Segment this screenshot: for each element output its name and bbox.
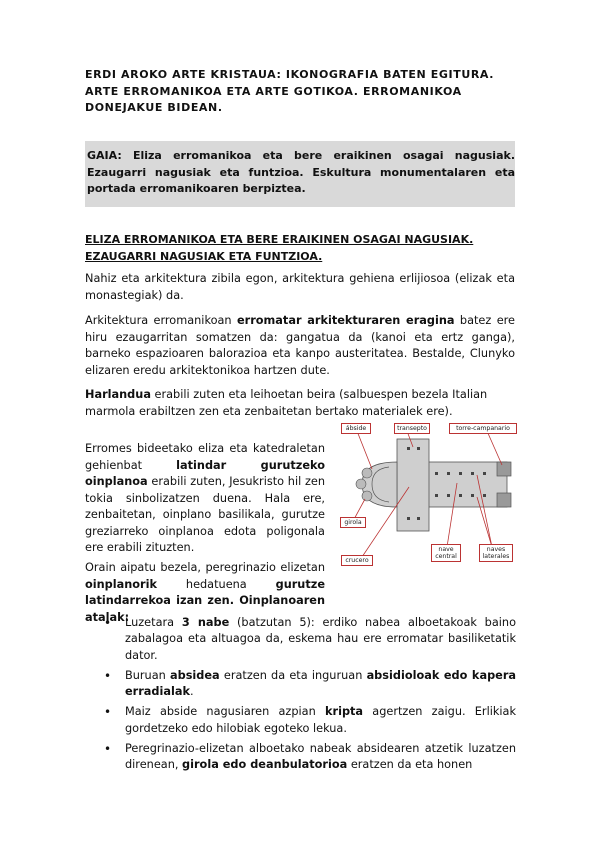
list-item: • Buruan absidea eratzen da eta inguruan absidioloak edo kapera erradialak.: [108, 668, 516, 701]
paragraph-4: Erromes bideetako eliza eta katedraletan gehienbat latindar gurutzeko oinplanoa erabili zuten, Jesukristo hil zen tokia sinbolizatzen duena. Hala ere, zenbaitetan, oinplano basilikala, gurutze greziarreko oinplanoa edota poligonala ere erabili zituzten.: [85, 442, 325, 554]
label-nave-central: nave central: [431, 544, 461, 562]
label-naves-laterales: naves laterales: [479, 544, 513, 562]
label-abside: ábside: [341, 423, 371, 434]
label-transepto: transepto: [394, 423, 430, 434]
church-floor-plan-diagram: [337, 417, 519, 572]
paragraph-5a: Orain aipatu bezela, peregrinazio elizetan oinplanorik hedatuena gurutze latindarrekoa izan zen. Oinplanoaren atalak:: [85, 561, 325, 624]
list-item: • Peregrinazio-elizetan alboetako nabeak absidearen atzetik luzatzen direnean, girola edo deanbulatorioa eratzen da eta honen: [108, 741, 516, 774]
list-item: • Luzetara 3 nabe (batzutan 5): erdiko nabea alboetakoak baino zabalagoa eta altuagoa da, eskema hau ere erromatar basiliketatik dator.: [108, 615, 516, 664]
plan-parts-list: [108, 615, 516, 778]
list-item: • Maiz abside nagusiaren azpian kripta agertzen zaigu. Erlikiak gordetzeko edo hilobiak egoteko lekua.: [108, 704, 516, 737]
label-crucero: crucero: [341, 555, 373, 566]
label-torre-campanario: torre-campanario: [449, 423, 517, 434]
document-title: ERDI AROKO ARTE KRISTAUA: IKONOGRAFIA BATEN EGITURA. ARTE ERROMANIKOA ETA ARTE GOTIKOA. ERROMANIKOA DONEJAKUE BIDEAN.: [85, 68, 495, 114]
paragraph-1: Nahiz eta arkitektura zibila egon, arkitektura gehiena erlijiosoa (elizak eta monastegiak) da.: [85, 272, 515, 302]
paragraph-2: Arkitektura erromanikoan erromatar arkitekturaren eragina batez ere hiru ezaugarritan somatzen da: gangatua da (kanoi eta ertz ganga), barneko espazioaren balorazioa eta kanpo austeritatea. Bestalde, Clunyko elizaren eredu arkitektonikoa hartzen dute.: [85, 314, 515, 377]
topic-box: GAIA: Eliza erromanikoa eta bere eraikinen osagai nagusiak. Ezaugarri nagusiak eta funtzioa. Eskultura monumentalaren eta portada erromanikoaren berpiztea.: [85, 141, 515, 207]
label-girola: girola: [340, 517, 366, 528]
section-title: ELIZA ERROMANIKOA ETA BERE ERAIKINEN OSAGAI NAGUSIAK. EZAUGARRI NAGUSIAK ETA FUNTZIOA.: [85, 233, 474, 263]
paragraph-3: Harlandua erabili zuten eta leihoetan beira (salbuespen bezela Italian marmola erabiltzen zen eta zenbaitetan bertako materialek ere).: [85, 388, 488, 418]
